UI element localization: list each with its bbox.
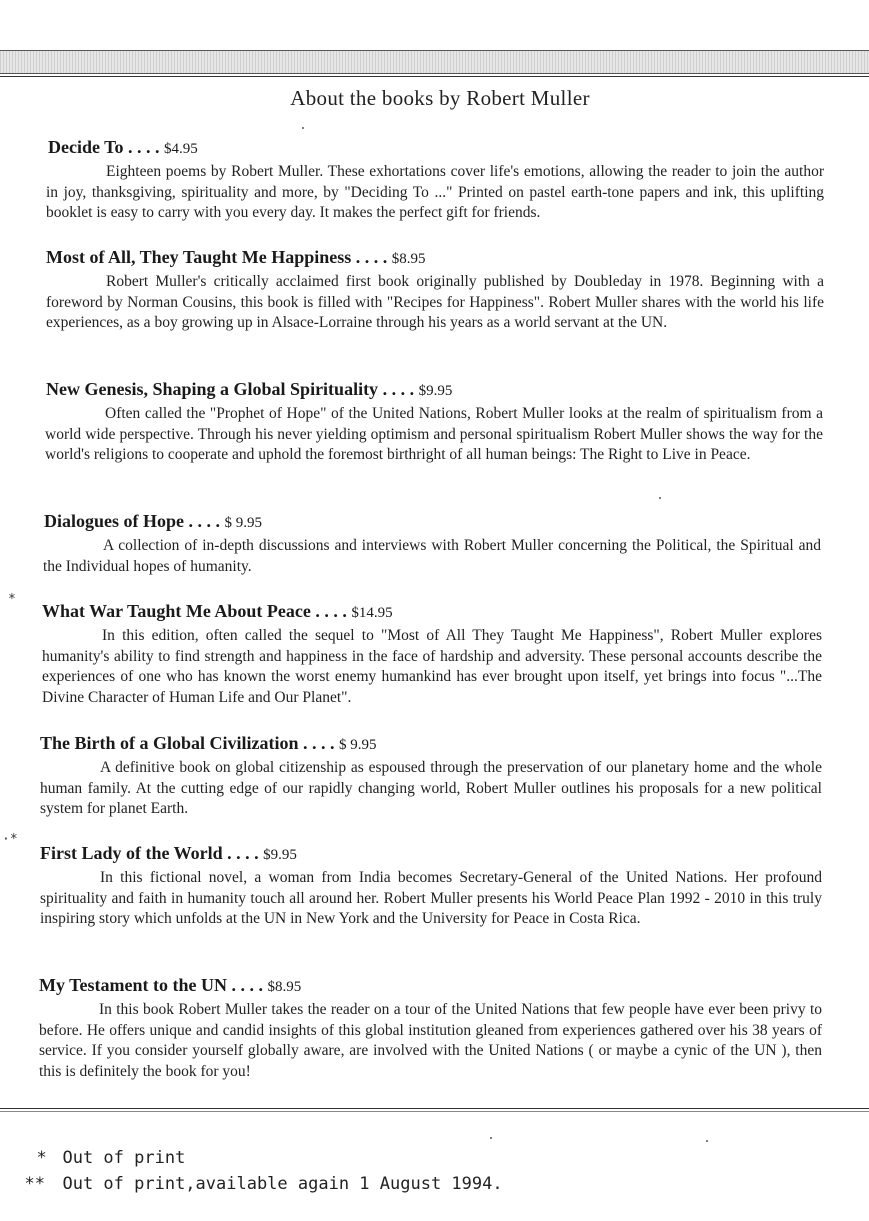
- book-title: Dialogues of Hope: [44, 511, 185, 531]
- book-price: $14.95: [351, 605, 393, 621]
- leader-dots: . . . .: [298, 733, 340, 753]
- book-heading: [0, 510, 869, 534]
- leader-dots: . . . .: [226, 975, 268, 995]
- book-description: [39, 1000, 822, 1082]
- book-title: New Genesis, Shaping a Global Spirituality: [46, 379, 379, 399]
- margin-asterisk: *: [8, 592, 16, 607]
- scan-speck: [706, 1140, 708, 1142]
- scan-speck: [490, 1137, 492, 1139]
- book-entry-what-war-taught-me: [0, 600, 869, 708]
- book-heading: [0, 136, 869, 160]
- book-heading: [0, 842, 869, 866]
- book-entry-new-genesis: [0, 378, 869, 466]
- footnote-mark: *: [36, 1148, 47, 1168]
- scan-speck: [659, 497, 661, 499]
- book-description: [40, 868, 822, 930]
- footnote-text: Out of print,available again 1 August 1994.: [62, 1174, 503, 1194]
- book-price: $8.95: [267, 979, 302, 995]
- book-heading: [0, 974, 869, 998]
- book-heading: [0, 600, 869, 624]
- footer-divider-shadow: [0, 1111, 869, 1112]
- book-price: $9.95: [263, 847, 297, 863]
- footnote-available-again: [4, 1154, 503, 1194]
- page-title: About the books by Robert Muller: [290, 86, 590, 110]
- scan-speck: [302, 127, 304, 129]
- book-entry-birth-of-global-civilization: [0, 732, 869, 820]
- leader-dots: . . . .: [184, 511, 225, 531]
- book-description: [46, 162, 824, 224]
- book-title: My Testament to the UN: [39, 975, 227, 995]
- footnote-mark: **: [24, 1174, 45, 1194]
- book-description-text: A collection of in-depth discussions and interviews with Robert Muller concerning the Political, the Spiritual and the Individual hopes of humanity.: [43, 537, 821, 575]
- footnote-text: Out of print: [62, 1148, 186, 1168]
- book-description-text: Often called the "Prophet of Hope" of the United Nations, Robert Muller looks at the realm of spiritualism from a world wide perspective. Through his never yielding optimism and personal spiritualism Robert Muller shows the way for the world's religions to cooperate and uphold the foremost birthright of all human beings: The Right to Live in Peace.: [45, 405, 823, 463]
- book-description: [42, 626, 822, 708]
- book-description-text: In this fictional novel, a woman from India becomes Secretary-General of the United Nations. Her profound spirituality and faith in humanity touch all around her. Robert Muller presents his World Peace Plan 1992 - 2010 in this truly inspiring story which unfolds at the UN in New York and the University for Peace in Costa Rica.: [40, 869, 822, 927]
- book-entry-decide-to: [0, 136, 869, 224]
- leader-dots: . . . .: [351, 247, 392, 267]
- book-title: The Birth of a Global Civilization: [40, 733, 299, 753]
- book-price: $8.95: [391, 251, 426, 267]
- book-price: $9.95: [418, 383, 453, 399]
- book-description: [46, 272, 824, 334]
- book-description-text: In this book Robert Muller takes the reader on a tour of the United Nations that few people have ever been privy to before. He offers unique and candid insights of this global institution gleaned from experiences gathered over his 38 years of service. If you consider yourself globally aware, are involved with the United Nations ( or maybe a cynic of the UN ), then this is definitely the book for you!: [39, 1001, 822, 1080]
- book-title: First Lady of the World: [40, 843, 223, 863]
- book-entry-dialogues-of-hope: [0, 510, 869, 577]
- book-price: $4.95: [164, 141, 198, 157]
- margin-asterisk: ·*: [2, 832, 18, 847]
- leader-dots: . . . .: [123, 137, 165, 157]
- book-description: [45, 404, 823, 466]
- leader-dots: . . . .: [378, 379, 419, 399]
- book-title: Decide To: [48, 137, 124, 157]
- book-title: Most of All, They Taught Me Happiness: [46, 247, 352, 267]
- book-description-text: Robert Muller's critically acclaimed first book originally published by Doubleday in 1978. Beginning with a foreword by Norman Cousins, this book is filled with "Recipes for Happiness". Robert Muller shares with the world his life experiences, as a boy growing up in Alsace-Lorraine through his years as a world servant at the UN.: [46, 273, 824, 331]
- book-description-text: A definitive book on global citizenship as espoused through the preservation of our planetary home and the whole human family. At the cutting edge of our rapidly changing world, Robert Muller outlines his proposals for a new political system for planet Earth.: [40, 759, 822, 817]
- footer-divider: [0, 1108, 869, 1109]
- book-heading: [0, 378, 869, 402]
- book-description-text: Eighteen poems by Robert Muller. These exhortations cover life's emotions, allowing the reader to join the author in joy, thanksgiving, spirituality and more, by "Deciding To ..." Printed on pastel earth-tone papers and ink, this uplifting booklet is easy to carry with you every day. It makes the perfect gift for friends.: [46, 163, 824, 221]
- header-band: [0, 50, 869, 74]
- book-heading: [0, 732, 869, 756]
- book-entry-first-lady-of-the-world: [0, 842, 869, 930]
- leader-dots: . . . .: [222, 843, 264, 863]
- book-description: [43, 536, 821, 577]
- leader-dots: . . . .: [310, 601, 352, 621]
- book-description-text: In this edition, often called the sequel to "Most of All They Taught Me Happiness", Robert Muller explores humanity's ability to find strength and happiness in the face of hardship and adversity. These personal accounts describe the experiences of one who has known the worst enemy humankind has ever brought upon itself, yet brings into focus "...The Divine Character of Human Life and Our Planet".: [42, 627, 822, 706]
- book-title: What War Taught Me About Peace: [42, 601, 311, 621]
- book-entry-most-of-all: [0, 246, 869, 334]
- book-heading: [0, 246, 869, 270]
- book-price: $ 9.95: [224, 515, 263, 531]
- book-entry-my-testament-to-the-un: [0, 974, 869, 1082]
- book-price: $ 9.95: [339, 737, 377, 753]
- book-description: [40, 758, 822, 820]
